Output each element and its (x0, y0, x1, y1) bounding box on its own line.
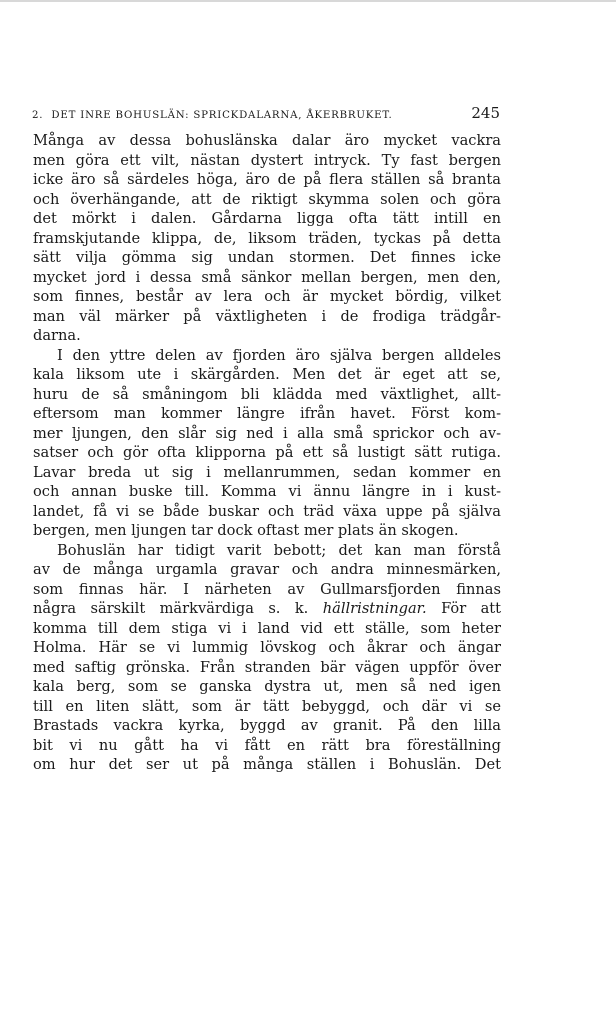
line-segment: För att (441, 600, 501, 617)
text-line: icke äro så särdeles höga, äro de på flera ställen så branta (33, 171, 501, 188)
text-line: Många av dessa bohuslänska dalar äro mycket vackra (33, 132, 501, 149)
text-line: darna. (33, 327, 81, 344)
text-line: Brastads vackra kyrka, byggd av granit. På den lilla (33, 717, 501, 734)
text-line: sätt vilja gömma sig undan stormen. Det finnes icke (33, 249, 501, 266)
text-line: I den yttre delen av fjorden äro själva bergen alldeles (57, 346, 501, 364)
text-line: bergen, men ljungen tar dock oftast mer plats än skogen. (33, 522, 459, 539)
running-head-title (32, 110, 393, 121)
text-line: landet, få vi se både buskar och träd växa uppe på själva (33, 502, 501, 520)
section-number: 2. (32, 110, 44, 121)
text-line: kala liksom ute i skärgården. Men det är eget att se, (33, 366, 501, 383)
text-line: det mörkt i dalen. Gårdarna ligga ofta tätt intill en (33, 210, 501, 227)
chapter-title: DET INRE BOHUSLÄN: SPRICKDALARNA, ÅKERBRUKET. (51, 110, 393, 121)
text-line: med saftig grönska. Från stranden bär vägen uppför över (33, 658, 501, 676)
top-edge-rule (0, 0, 616, 2)
text-line: bit vi nu gått ha vi fått en rätt bra föreställning (33, 736, 501, 754)
text-line: mycket jord i dessa små sänkor mellan bergen, men den, (33, 268, 501, 286)
text-line: Bohuslän har tidigt varit bebott; det kan man förstå (57, 541, 501, 559)
text-line: till en liten slätt, som är tätt bebyggd, och där vi se (33, 697, 501, 715)
text-line-with-italic (33, 599, 501, 619)
text-line: huru de så småningom bli klädda med växtlighet, allt- (33, 385, 501, 403)
running-head (32, 104, 500, 124)
text-line: framskjutande klippa, de, liksom träden, tyckas på detta (33, 229, 501, 247)
text-line: kala berg, som se ganska dystra ut, men så ned igen (33, 678, 501, 695)
text-line: och annan buske till. Komma vi ännu längre in i kust- (33, 483, 501, 500)
text-line: satser och gör ofta klipporna på ett så lustigt sätt rutiga. (33, 444, 501, 461)
italic-term: hällristningar. (322, 600, 427, 617)
line-segment: några särskilt märkvärdiga s. k. (33, 600, 309, 617)
text-line: och överhängande, att de riktigt skymma solen och göra (33, 190, 501, 208)
text-line: som finnas här. I närheten av Gullmarsfjorden finnas (33, 580, 501, 598)
text-line: Holma. Här se vi lummig lövskog och åkrar och ängar (33, 639, 501, 656)
text-line: man väl märker på växtligheten i de frodiga trädgår- (33, 307, 501, 325)
text-line: men göra ett vilt, nästan dystert intryck. Ty fast bergen (33, 151, 501, 169)
text-line: mer ljungen, den slår sig ned i alla små sprickor och av- (33, 424, 501, 442)
text-line: om hur det ser ut på många ställen i Bohuslän. Det (33, 756, 501, 773)
text-line: Lavar breda ut sig i mellanrummen, sedan kommer en (33, 463, 501, 481)
text-line: komma till dem stiga vi i land vid ett ställe, som heter (33, 619, 501, 637)
text-line: av de många urgamla gravar och andra minnesmärken, (33, 561, 501, 578)
body-text (33, 131, 501, 775)
page-number: 245 (471, 104, 500, 122)
text-line: som finnes, består av lera och är mycket bördig, vilket (33, 288, 501, 305)
text-line: eftersom man kommer längre ifrån havet. Först kom- (33, 405, 501, 422)
